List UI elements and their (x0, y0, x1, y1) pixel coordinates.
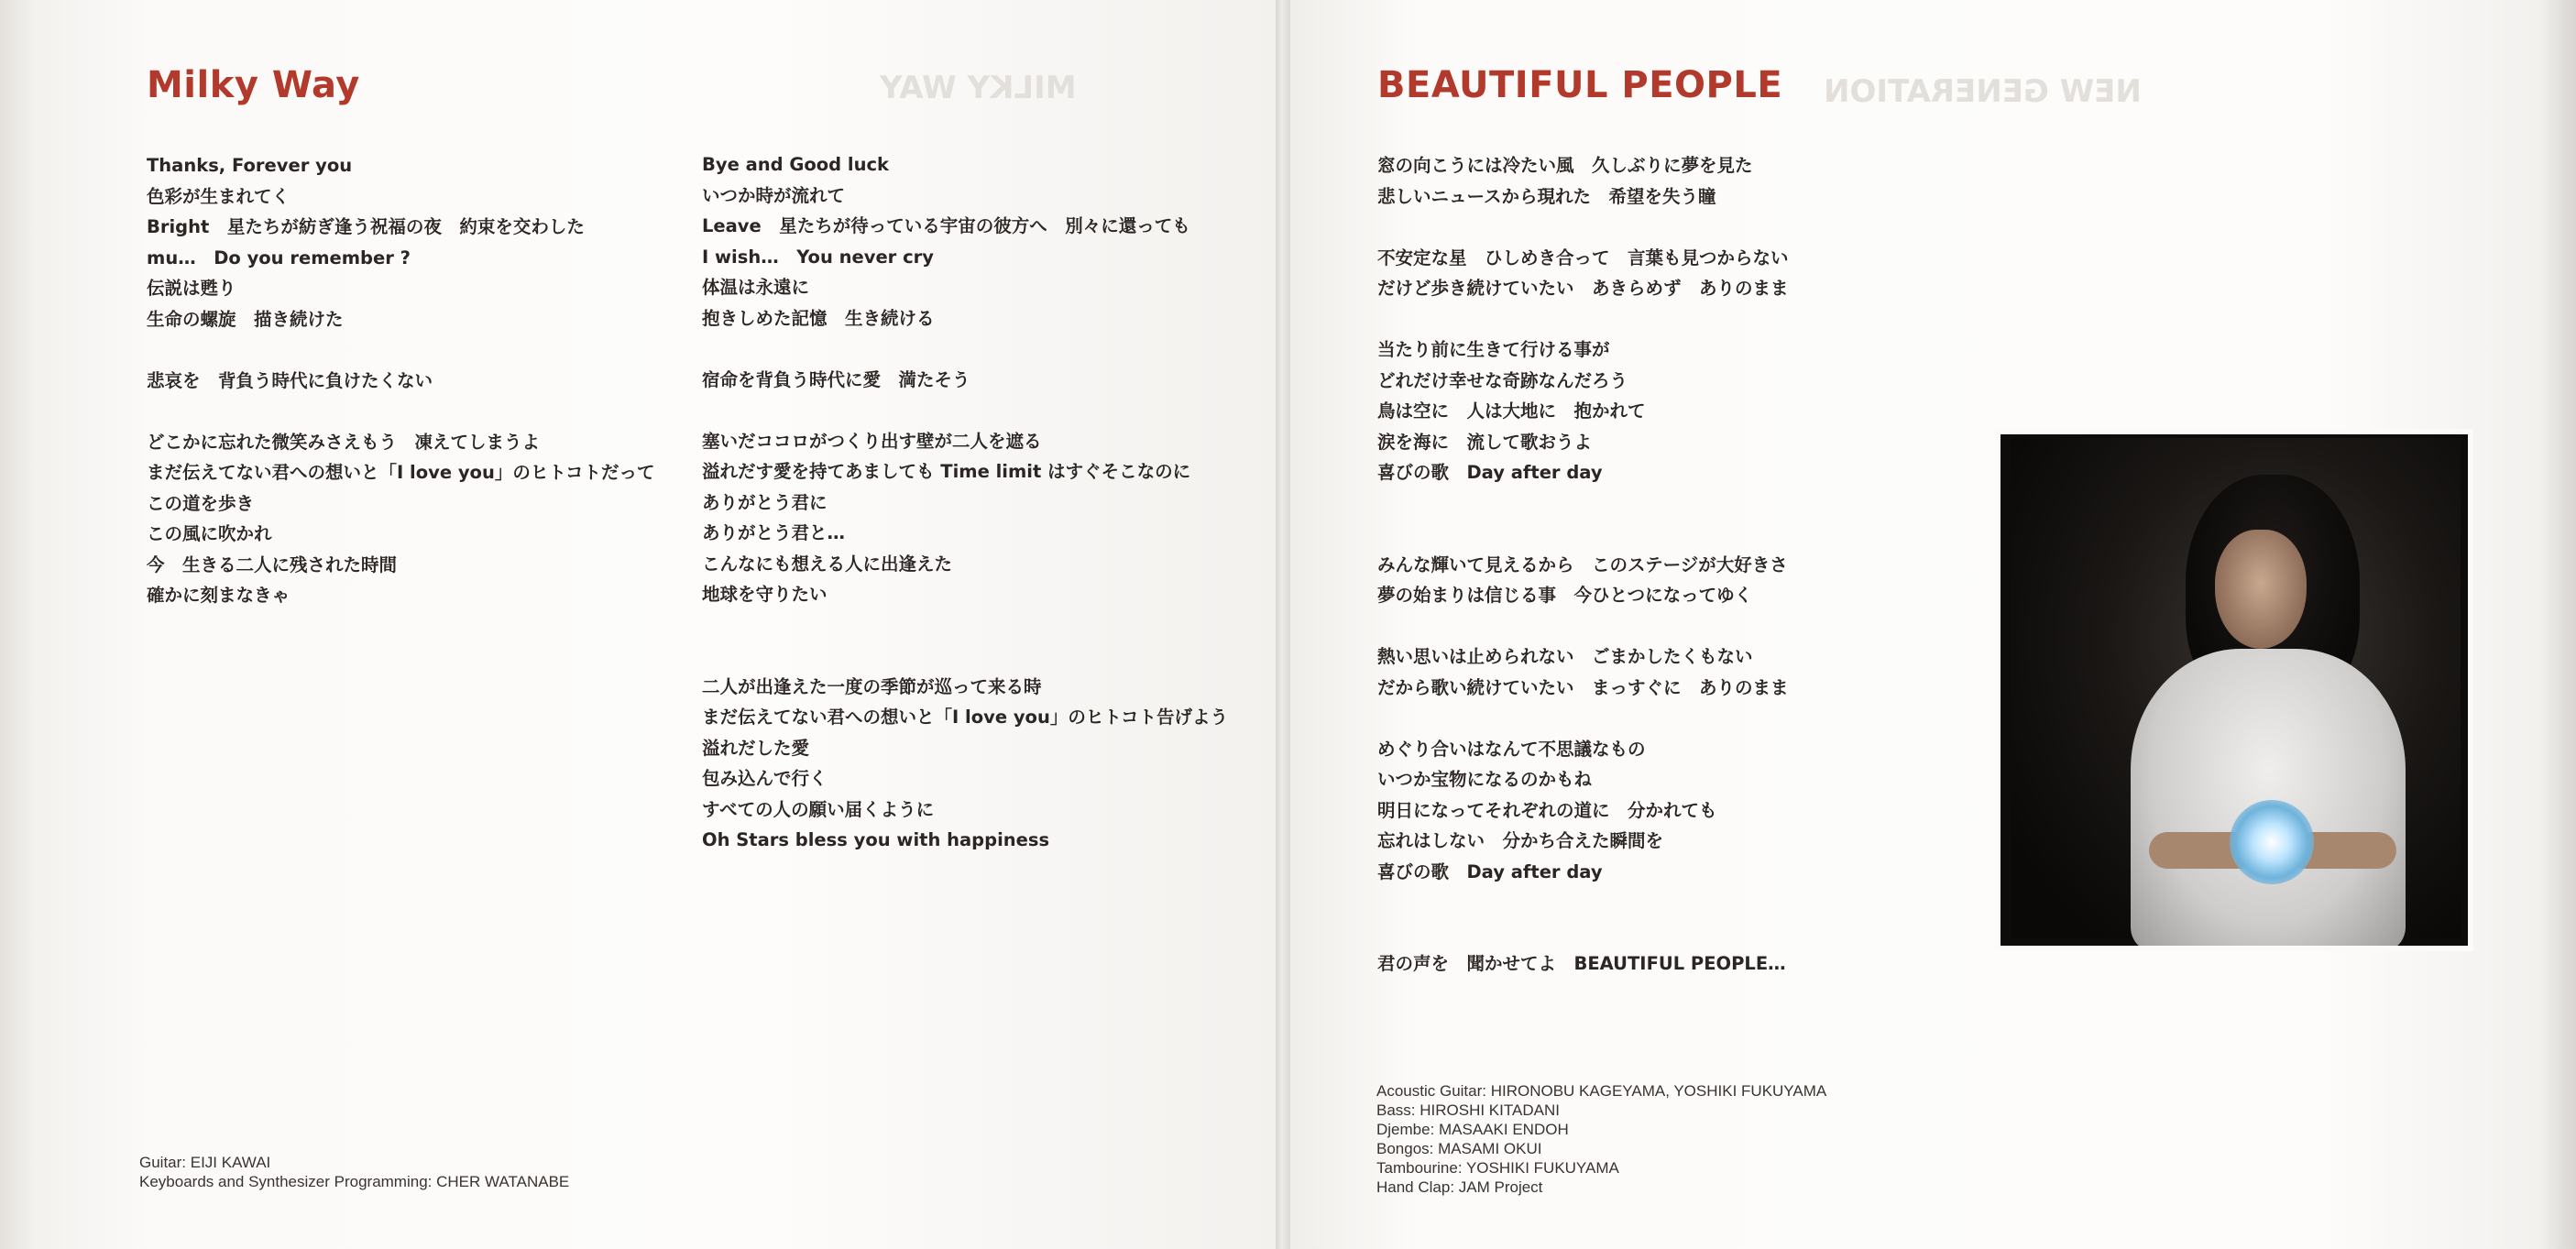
stanza-gap (702, 641, 1228, 672)
stanza-gap (1377, 703, 1789, 734)
photo-frame-edge (1995, 429, 2473, 951)
stanza-gap (147, 334, 655, 366)
lyric-line: すべての人の願い届くように (702, 798, 935, 820)
stanza-gap (1377, 304, 1789, 335)
lyric-line: 包み込んで行く (702, 768, 828, 789)
stanza-gap (702, 334, 1228, 365)
stanza-gap (1377, 519, 1789, 550)
show-through-title-right: NEW GENERATION (1824, 73, 2142, 110)
stanza-gap (1377, 488, 1789, 520)
lyric-line: 不安定な星 ひしめき合って 言葉も見つからない (1377, 247, 1789, 268)
lyric-line: 鳥は空に 人は大地に 抱かれて (1377, 400, 1646, 422)
lyric-line: Leave 星たちが待っている宇宙の彼方へ 別々に還っても (702, 215, 1190, 236)
credit-line: Hand Clap: JAM Project (1376, 1178, 1543, 1196)
lyric-line: 色彩が生まれてく (147, 185, 290, 207)
lyric-line: こんなにも想える人に出逢えた (702, 553, 953, 575)
left-edge-shadow (0, 0, 33, 1249)
stanza-gap (702, 395, 1228, 426)
lyric-line: 窓の向こうには冷たい風 久しぶりに夢を見た (1377, 155, 1753, 176)
lyric-line: どこかに忘れた微笑みさえもう 凍えてしまうよ (147, 431, 541, 453)
lyric-line: どれだけ幸せな奇跡なんだろう (1377, 369, 1628, 391)
credit-line: Bongos: MASAMI OKUI (1376, 1140, 1542, 1157)
lyric-line: ありがとう君に (702, 491, 828, 513)
lyric-line: 夢の始まりは信じる事 今ひとつになってゆく (1377, 585, 1753, 606)
lyric-line: 当たり前に生きて行ける事が (1377, 339, 1610, 360)
lyric-line: Thanks, Forever you (147, 155, 353, 176)
lyric-line: 確かに刻まなきゃ (147, 585, 290, 606)
credits-right (1376, 1081, 1826, 1197)
lyric-line: だけど歩き続けていたい あきらめず ありのまま (1377, 278, 1789, 299)
lyric-line: 悲哀を 背負う時代に負けたくない (147, 369, 433, 391)
credits-left (139, 1153, 569, 1191)
lyric-line: 明日になってそれぞれの道に 分かれても (1377, 799, 1717, 821)
stanza-gap (702, 610, 1228, 641)
lyric-line: この風に吹かれ (147, 523, 272, 544)
right-edge-shadow (2539, 0, 2576, 1249)
lyrics-beautiful-people (1377, 150, 1789, 980)
lyric-line: mu… Do you remember ? (147, 247, 411, 268)
booklet-spine (1276, 0, 1290, 1249)
lyrics-column-2 (702, 149, 1228, 856)
credit-line: Guitar: EIJI KAWAI (139, 1154, 271, 1171)
lyric-line: 今 生きる二人に残された時間 (147, 553, 398, 575)
credit-line: Keyboards and Synthesizer Programming: CHER WATANABE (139, 1173, 570, 1190)
lyric-line: 忘れはしない 分かち合えた瞬間を (1377, 830, 1664, 851)
lyric-line: いつか宝物になるのかもね (1377, 769, 1593, 790)
song-title-milky-way: Milky Way (147, 64, 360, 106)
lyric-line: 体温は永遠に (702, 277, 810, 298)
credit-line: Tambourine: YOSHIKI FUKUYAMA (1376, 1159, 1619, 1177)
stanza-gap (1377, 918, 1789, 949)
lyric-line: 涙を海に 流して歌おうよ (1377, 431, 1593, 453)
lyric-line: まだ伝えてない君への想いと「I love you」のヒトコトだって (147, 462, 655, 483)
lyric-line: 悲しいニュースから現れた 希望を失う瞳 (1377, 185, 1716, 207)
credit-line: Djembe: MASAAKI ENDOH (1376, 1121, 1569, 1138)
credit-line: Acoustic Guitar: HIRONOBU KAGEYAMA, YOSHIKI FUKUYAMA (1376, 1082, 1827, 1100)
song-title-beautiful-people: BEAUTIFUL PEOPLE (1377, 64, 1783, 106)
credit-line: Bass: HIROSHI KITADANI (1376, 1101, 1560, 1119)
lyric-line: I wish… You never cry (702, 246, 934, 268)
lyric-line: 塞いだココロがつくり出す壁が二人を遮る (702, 430, 1042, 452)
artist-photo (1995, 429, 2473, 951)
lyric-line: 溢れだす愛を持てあましても Time limit はすぐそこなのに (702, 461, 1191, 482)
lyric-line: 溢れだした愛 (702, 737, 810, 759)
lyric-line: 二人が出逢えた一度の季節が巡って来る時 (702, 675, 1042, 697)
lyric-line: Bye and Good luck (702, 154, 890, 175)
lyric-line: 生命の螺旋 描き続けた (147, 308, 344, 330)
lyric-line: Oh Stars bless you with happiness (702, 829, 1050, 850)
lyric-line: ありがとう君と… (702, 522, 846, 543)
stanza-gap (1377, 212, 1789, 243)
lyric-line: いつか時が流れて (702, 184, 846, 206)
lyric-line: だから歌い続けていたい まっすぐに ありのまま (1377, 676, 1789, 698)
lyric-line: 地球を守りたい (702, 584, 828, 605)
lyric-line: 抱きしめた記憶 生き続ける (702, 307, 935, 329)
lyric-line: Bright 星たちが紡ぎ逢う祝福の夜 約束を交わした (147, 216, 585, 237)
lyric-line: めぐり合いはなんて不思議なもの (1377, 738, 1646, 760)
lyric-line: まだ伝えてない君への想いと「I love you」のヒトコト告げよう (702, 707, 1229, 728)
lyric-line: 宿命を背負う時代に愛 満たそう (702, 368, 970, 390)
stanza-gap (1377, 611, 1789, 642)
lyric-line: この道を歩き (147, 492, 255, 514)
lyric-line: 喜びの歌 Day after day (1377, 462, 1603, 483)
lyric-line: 君の声を 聞かせてよ BEAUTIFUL PEOPLE… (1377, 953, 1786, 974)
show-through-title-left: MILKY WAY (880, 70, 1077, 106)
lyrics-column-1 (147, 150, 655, 611)
lyric-line: 喜びの歌 Day after day (1377, 860, 1603, 882)
stanza-gap (1377, 887, 1789, 918)
stanza-gap (147, 396, 655, 427)
lyric-line: みんな輝いて見えるから このステージが大好きさ (1377, 553, 1788, 575)
lyric-line: 熱い思いは止められない ごまかしたくもない (1377, 646, 1753, 667)
lyric-line: 伝説は甦り (147, 278, 236, 299)
